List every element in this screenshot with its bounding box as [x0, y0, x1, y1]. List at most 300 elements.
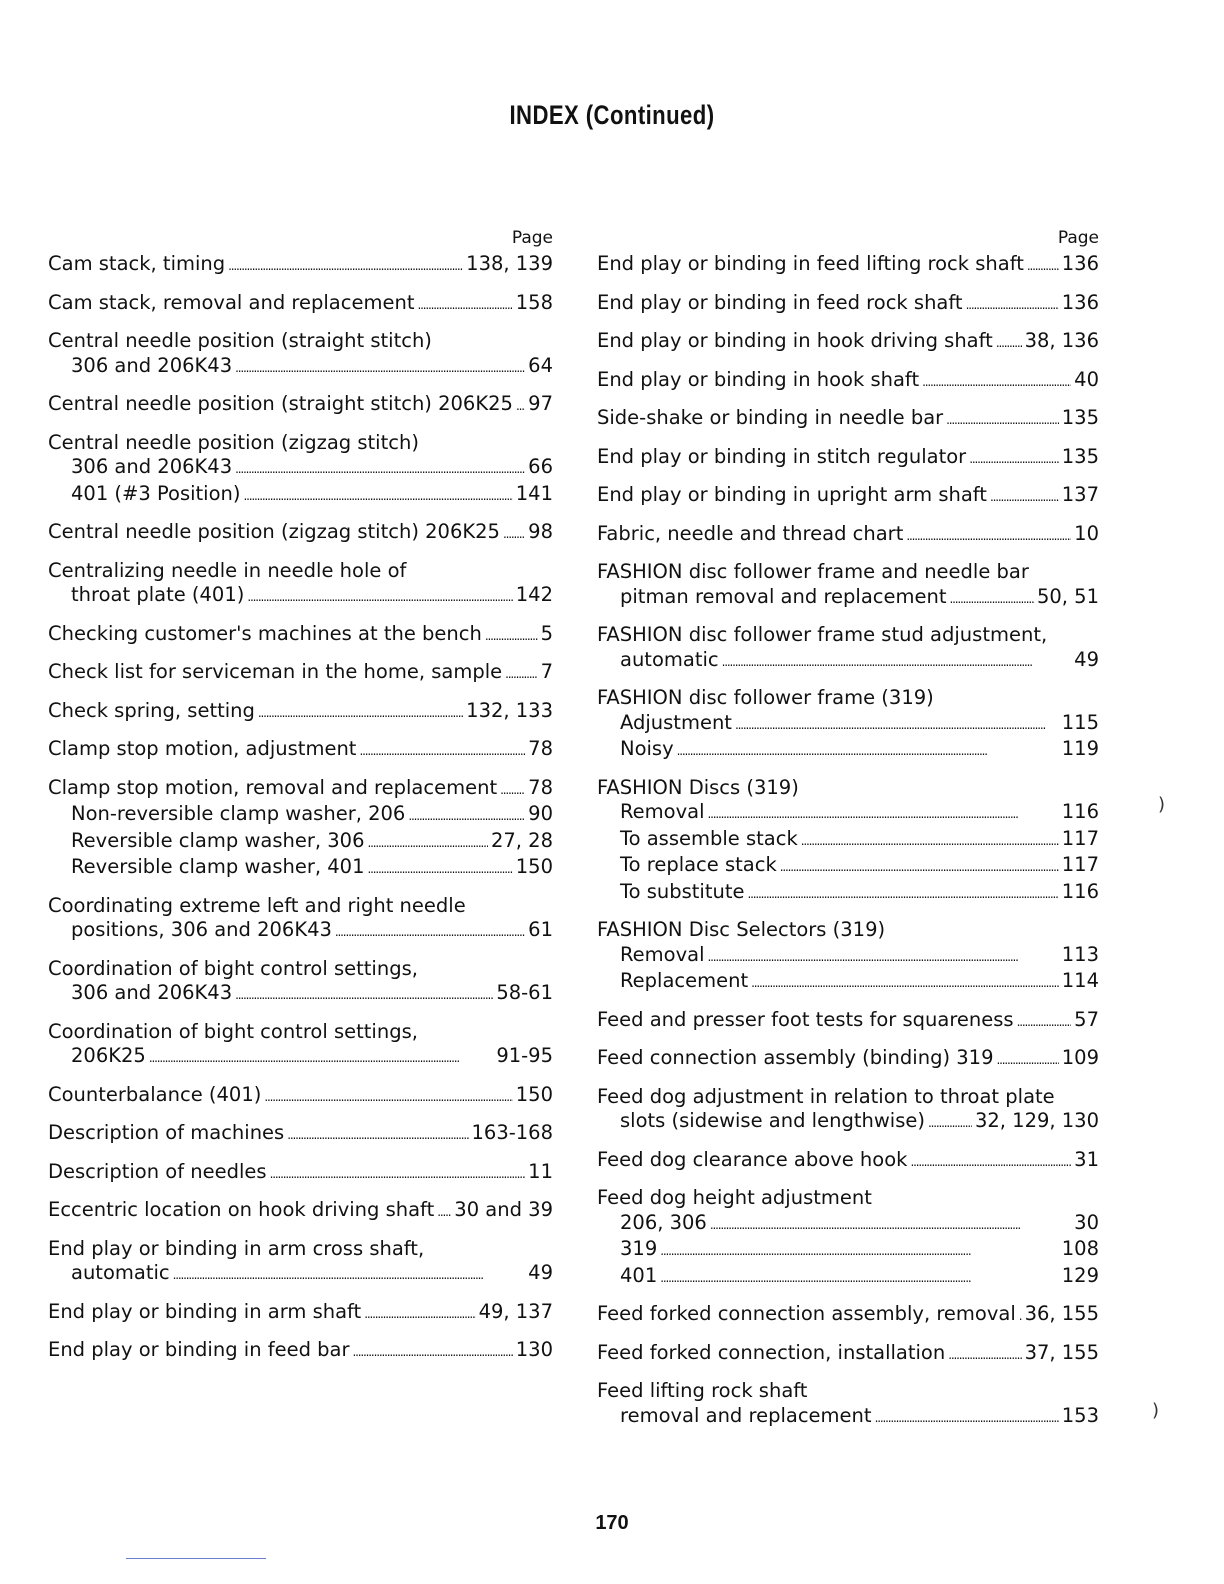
entry-label: Removal [620, 942, 705, 966]
index-subline [48, 583, 553, 610]
entry-page-ref: 138, 139 [466, 252, 553, 275]
entry-page-ref: 32, 129, 130 [974, 1109, 1099, 1132]
index-entry [48, 1160, 553, 1187]
index-entry [48, 252, 553, 279]
index-subline [48, 981, 553, 1008]
index-line [597, 406, 1099, 433]
index-entry [48, 392, 553, 419]
entry-page-ref: 135 [1061, 406, 1099, 429]
entry-label: automatic [620, 647, 719, 671]
entry-page-ref: 109 [1061, 1046, 1099, 1069]
leader-dots [235, 354, 525, 381]
leader-dots [780, 853, 1059, 880]
entry-page-ref: 136 [1061, 252, 1099, 275]
page-column-header: Page [1057, 228, 1099, 248]
index-entry [597, 918, 1099, 996]
entry-label: Feed forked connection, installation [597, 1340, 946, 1364]
index-line [48, 520, 553, 547]
leader-dots [748, 880, 1059, 907]
leader-dots [906, 522, 1071, 549]
index-subline [48, 482, 553, 509]
entry-label: 306 and 206K43 [71, 981, 233, 1004]
entry-page-ref: 113 [1061, 942, 1099, 966]
index-entry [48, 1083, 553, 1110]
index-subline [597, 737, 1099, 764]
entry-label: Removal [620, 800, 705, 823]
index-subline [597, 648, 1099, 675]
index-line [48, 559, 553, 584]
leader-dots [503, 520, 525, 547]
entry-page-ref: 117 [1061, 826, 1099, 850]
leader-dots [149, 1044, 494, 1071]
entry-page-ref: 115 [1061, 710, 1099, 734]
index-subline [597, 711, 1099, 738]
index-subline [597, 969, 1099, 996]
leader-dots [710, 1211, 1071, 1238]
index-entry [48, 737, 553, 764]
index-entry [597, 406, 1099, 433]
index-subline [597, 1264, 1099, 1291]
entry-label: Cam stack, timing [48, 252, 226, 275]
leader-dots [722, 648, 1072, 675]
leader-dots [922, 368, 1071, 395]
leader-dots [235, 455, 525, 482]
entry-label: FASHION disc follower frame and needle bar [597, 560, 1029, 583]
leader-dots [990, 483, 1059, 510]
entry-page-ref: 58-61 [496, 981, 553, 1004]
leader-dots [875, 1404, 1059, 1431]
entry-page-ref: 114 [1061, 969, 1099, 992]
leader-dots [910, 1148, 1071, 1175]
entry-label: Counterbalance (401) [48, 1082, 262, 1106]
entry-label: Feed dog height adjustment [597, 1186, 872, 1209]
entry-label: Checking customer's machines at the bench [48, 621, 482, 645]
index-line [597, 1186, 1099, 1211]
entry-label: Description of machines [48, 1121, 285, 1144]
index-line [48, 431, 553, 456]
index-subline [597, 880, 1099, 907]
entry-label: End play or binding in hook shaft [597, 367, 920, 391]
leader-dots [928, 1109, 972, 1136]
entry-page-ref: 36, 155 [1024, 1302, 1099, 1325]
index-entry [48, 1300, 553, 1327]
index-line [48, 1160, 553, 1187]
index-entry [48, 291, 553, 318]
leader-dots [735, 711, 1059, 738]
entry-label: Description of needles [48, 1159, 267, 1183]
entry-label: Feed connection assembly (binding) 319 [597, 1046, 994, 1069]
leader-dots [950, 585, 1034, 612]
leader-dots [368, 829, 488, 856]
index-line [597, 329, 1099, 356]
entry-page-ref: 158 [515, 290, 553, 314]
entry-page-ref: 49 [528, 1261, 553, 1284]
index-subline [597, 585, 1099, 612]
index-entries [597, 252, 1099, 1430]
index-entry [48, 699, 553, 726]
index-entry [597, 522, 1099, 549]
index-entry [597, 483, 1099, 510]
index-line [48, 392, 553, 419]
entry-label: Feed and presser foot tests for squareness [597, 1007, 1014, 1031]
index-line [48, 776, 553, 803]
index-entry [597, 1085, 1099, 1136]
entry-label: To substitute [620, 879, 745, 903]
leader-dots [247, 583, 512, 610]
leader-dots [948, 1341, 1021, 1368]
entry-label: Clamp stop motion, adjustment [48, 737, 357, 760]
entry-page-ref: 49, 137 [478, 1299, 553, 1323]
leader-dots [417, 291, 512, 318]
entry-page-ref: 97 [528, 392, 553, 415]
index-entry [48, 776, 553, 882]
entry-label: End play or binding in feed lifting rock shaft [597, 252, 1024, 275]
entry-page-ref: 49 [1074, 647, 1099, 671]
index-line [597, 1341, 1099, 1368]
entry-page-ref: 64 [528, 353, 553, 377]
entry-page-ref: 90 [528, 802, 553, 825]
index-entry [48, 329, 553, 380]
index-entry [597, 368, 1099, 395]
index-line [597, 368, 1099, 395]
entry-label: To replace stack [620, 853, 777, 876]
entry-label: Central needle position (zigzag stitch) [48, 430, 419, 454]
index-subline [597, 853, 1099, 880]
entry-label: Feed dog adjustment in relation to throat plate [597, 1084, 1055, 1108]
entry-page-ref: 5 [540, 621, 553, 645]
entry-label: Coordination of bight control settings, [48, 956, 418, 980]
entry-label: Clamp stop motion, removal and replacement [48, 775, 498, 799]
leader-dots [244, 482, 513, 509]
entry-page-ref: 78 [528, 737, 553, 760]
index-line [48, 1083, 553, 1110]
index-subline [48, 1044, 553, 1071]
entry-label: removal and replacement [620, 1403, 872, 1427]
leader-dots [173, 1261, 526, 1288]
leader-dots [1017, 1008, 1072, 1035]
index-entry [597, 329, 1099, 356]
index-line [597, 1008, 1099, 1035]
entry-page-ref: 98 [528, 520, 553, 543]
entry-label: End play or binding in arm shaft [48, 1299, 362, 1323]
entry-page-ref: 141 [515, 481, 553, 505]
entry-page-ref: 150 [515, 1082, 553, 1106]
entry-label: throat plate (401) [71, 583, 245, 606]
page-number: 170 [595, 1512, 629, 1534]
entry-label: 306 and 206K43 [71, 455, 233, 478]
entry-label: FASHION Discs (319) [597, 775, 799, 799]
entry-label: 306 and 206K43 [71, 353, 233, 377]
entry-label: End play or binding in feed bar [48, 1338, 350, 1361]
index-entry [597, 623, 1099, 674]
leader-dots [966, 291, 1059, 318]
entry-page-ref: 132, 133 [466, 698, 553, 722]
index-line [48, 737, 553, 764]
leader-dots [408, 802, 525, 829]
entry-page-ref: 129 [1061, 1263, 1099, 1287]
index-line [597, 686, 1099, 711]
index-line [48, 699, 553, 726]
leader-dots [677, 737, 1059, 764]
index-subline [48, 829, 553, 856]
index-entry [597, 1379, 1099, 1430]
entry-label: Central needle position (straight stitch) [48, 329, 432, 352]
index-entry [48, 431, 553, 509]
entry-page-ref: 61 [528, 918, 553, 941]
index-line [597, 1085, 1099, 1110]
leader-dots [1019, 1302, 1022, 1329]
entry-page-ref: 163-168 [471, 1121, 553, 1144]
entry-page-ref: 31 [1074, 1147, 1099, 1171]
entry-label: 206, 306 [620, 1210, 707, 1234]
index-line [597, 623, 1099, 648]
right-index-column [597, 228, 1099, 1442]
index-subline [48, 1261, 553, 1288]
index-line [48, 1198, 553, 1225]
index-line [597, 918, 1099, 943]
index-subline [597, 1404, 1099, 1431]
index-line [48, 1338, 553, 1365]
index-subline [597, 943, 1099, 970]
entry-label: FASHION disc follower frame stud adjustment, [597, 623, 1048, 646]
entry-label: Adjustment [620, 710, 732, 734]
index-entry [597, 1341, 1099, 1368]
page-column-header: Page [511, 228, 553, 248]
entry-label: FASHION Disc Selectors (319) [597, 918, 886, 941]
index-line [597, 1302, 1099, 1329]
index-subline [597, 800, 1099, 827]
entry-label: Feed forked connection assembly, removal [597, 1302, 1016, 1325]
leader-dots [364, 1300, 475, 1327]
entry-page-ref: 153 [1061, 1403, 1099, 1427]
index-entry [48, 894, 553, 945]
leader-dots [1027, 252, 1059, 279]
index-line [48, 1020, 553, 1045]
index-entry [597, 1148, 1099, 1175]
leader-dots [359, 737, 525, 764]
margin-line-mark [126, 1558, 266, 1559]
entry-label: End play or binding in stitch regulator [597, 444, 967, 468]
entry-page-ref: 57 [1074, 1007, 1099, 1031]
entry-page-ref: 27, 28 [490, 828, 553, 852]
leader-dots [708, 800, 1059, 827]
entry-page-ref: 10 [1074, 521, 1099, 545]
entry-label: End play or binding in feed rock shaft [597, 290, 963, 314]
entry-page-ref: 135 [1061, 444, 1099, 468]
index-line [48, 329, 553, 354]
leader-dots [287, 1121, 468, 1148]
entry-label: 401 [620, 1263, 658, 1287]
index-line [597, 252, 1099, 279]
index-subline [48, 855, 553, 882]
entry-page-ref: 116 [1061, 879, 1099, 903]
leader-dots [500, 776, 525, 803]
page-title: INDEX (Continued) [509, 100, 715, 130]
index-entry [48, 1198, 553, 1225]
index-entry [48, 1237, 553, 1288]
entry-label: Eccentric location on hook driving shaft [48, 1198, 435, 1221]
index-line [48, 660, 553, 687]
index-line [597, 1148, 1099, 1175]
leader-dots [270, 1160, 526, 1187]
index-subline [48, 354, 553, 381]
entry-page-ref: 30 and 39 [454, 1198, 553, 1221]
entry-label: Feed lifting rock shaft [597, 1379, 808, 1402]
index-line [48, 957, 553, 982]
index-line [48, 1237, 553, 1262]
entry-label: 206K25 [71, 1044, 146, 1067]
entry-page-ref: 119 [1061, 737, 1099, 760]
index-subline [48, 918, 553, 945]
index-entry [48, 559, 553, 610]
leader-dots [660, 1237, 1059, 1264]
entry-label: To assemble stack [620, 826, 798, 850]
index-entry [597, 560, 1099, 611]
index-entry [48, 1121, 553, 1148]
index-line [597, 776, 1099, 801]
index-entry [597, 776, 1099, 907]
leader-dots [969, 445, 1059, 472]
index-entries [48, 252, 553, 1365]
leader-dots [335, 918, 525, 945]
entry-label: Reversible clamp washer, 306 [71, 828, 365, 852]
entry-label: pitman removal and replacement [620, 584, 947, 608]
index-line [48, 1300, 553, 1327]
leader-dots [264, 1083, 512, 1110]
entry-page-ref: 130 [515, 1338, 553, 1361]
entry-label: Side-shake or binding in needle bar [597, 406, 944, 429]
index-line [597, 522, 1099, 549]
index-line [48, 1121, 553, 1148]
entry-page-ref: 7 [540, 660, 553, 683]
entry-page-ref: 91-95 [496, 1044, 553, 1067]
entry-page-ref: 11 [528, 1159, 553, 1183]
index-entry [48, 1338, 553, 1365]
entry-label: Non-reversible clamp washer, 206 [71, 802, 406, 825]
index-entry [597, 1186, 1099, 1290]
index-line [597, 445, 1099, 472]
leader-dots [801, 827, 1059, 854]
entry-label: Check spring, setting [48, 698, 255, 722]
entry-label: Central needle position (zigzag stitch) 206K25 [48, 520, 500, 543]
entry-page-ref: 150 [515, 855, 553, 878]
entry-page-ref: 136 [1061, 290, 1099, 314]
leader-dots [235, 981, 493, 1008]
index-entry [48, 1020, 553, 1071]
leader-dots [751, 969, 1059, 996]
entry-page-ref: 78 [528, 775, 553, 799]
index-subline [597, 827, 1099, 854]
entry-page-ref: 66 [528, 455, 553, 478]
left-index-column [48, 228, 553, 1377]
entry-label: End play or binding in hook driving shaft [597, 329, 993, 352]
index-line [597, 1046, 1099, 1073]
index-entry [597, 1302, 1099, 1329]
entry-page-ref: 116 [1061, 800, 1099, 823]
index-entry [597, 252, 1099, 279]
entry-label: End play or binding in upright arm shaft [597, 483, 987, 506]
entry-label: slots (sidewise and lengthwise) [620, 1109, 925, 1132]
leader-dots [353, 1338, 513, 1365]
leader-dots [258, 699, 463, 726]
index-entry [597, 445, 1099, 472]
leader-dots [516, 392, 525, 419]
index-line [597, 483, 1099, 510]
entry-label: Coordination of bight control settings, [48, 1019, 418, 1043]
leader-dots [437, 1198, 451, 1225]
index-subline [48, 802, 553, 829]
index-entry [597, 1046, 1099, 1073]
index-subline [597, 1237, 1099, 1264]
entry-label: Cam stack, removal and replacement [48, 290, 415, 314]
index-entry [597, 686, 1099, 764]
scan-bracket-mark: ) [1158, 794, 1166, 815]
leader-dots [485, 622, 538, 649]
leader-dots [996, 329, 1022, 356]
leader-dots [708, 943, 1059, 970]
entry-label: Centralizing needle in needle hole of [48, 558, 407, 582]
leader-dots [996, 1046, 1058, 1073]
entry-page-ref: 30 [1074, 1210, 1099, 1234]
entry-page-ref: 50, 51 [1036, 584, 1099, 608]
scan-bracket-mark: ) [1152, 1400, 1160, 1421]
entry-label: Check list for serviceman in the home, sample [48, 660, 503, 683]
entry-page-ref: 117 [1061, 853, 1099, 876]
entry-page-ref: 108 [1061, 1237, 1099, 1260]
index-subline [48, 455, 553, 482]
index-subline [597, 1211, 1099, 1238]
leader-dots [505, 660, 537, 687]
entry-label: Reversible clamp washer, 401 [71, 855, 365, 878]
entry-page-ref: 38, 136 [1024, 329, 1099, 352]
leader-dots [660, 1264, 1059, 1291]
index-entry [48, 660, 553, 687]
index-entry [597, 291, 1099, 318]
entry-label: automatic [71, 1261, 170, 1284]
entry-label: FASHION disc follower frame (319) [597, 686, 934, 709]
index-entry [597, 1008, 1099, 1035]
entry-label: Feed dog clearance above hook [597, 1147, 908, 1171]
entry-page-ref: 37, 155 [1024, 1340, 1099, 1364]
entry-page-ref: 142 [515, 583, 553, 606]
entry-label: Noisy [620, 737, 674, 760]
index-line [48, 622, 553, 649]
index-entry [48, 520, 553, 547]
entry-label: Fabric, needle and thread chart [597, 521, 904, 545]
index-entry [48, 957, 553, 1008]
index-line [48, 291, 553, 318]
entry-label: positions, 306 and 206K43 [71, 918, 332, 941]
index-entry [48, 622, 553, 649]
entry-label: End play or binding in arm cross shaft, [48, 1236, 425, 1260]
entry-page-ref: 40 [1074, 367, 1099, 391]
index-line [597, 560, 1099, 585]
entry-label: 401 (#3 Position) [71, 481, 241, 505]
entry-label: Coordinating extreme left and right needle [48, 893, 466, 917]
index-line [597, 1379, 1099, 1404]
leader-dots [368, 855, 513, 882]
index-line [48, 894, 553, 919]
entry-label: Central needle position (straight stitch) 206K25 [48, 392, 513, 415]
leader-dots [946, 406, 1059, 433]
entry-label: Replacement [620, 969, 749, 992]
entry-page-ref: 137 [1061, 483, 1099, 506]
leader-dots [228, 252, 463, 279]
index-subline [597, 1109, 1099, 1136]
index-line [597, 291, 1099, 318]
index-line [48, 252, 553, 279]
entry-label: 319 [620, 1237, 658, 1260]
